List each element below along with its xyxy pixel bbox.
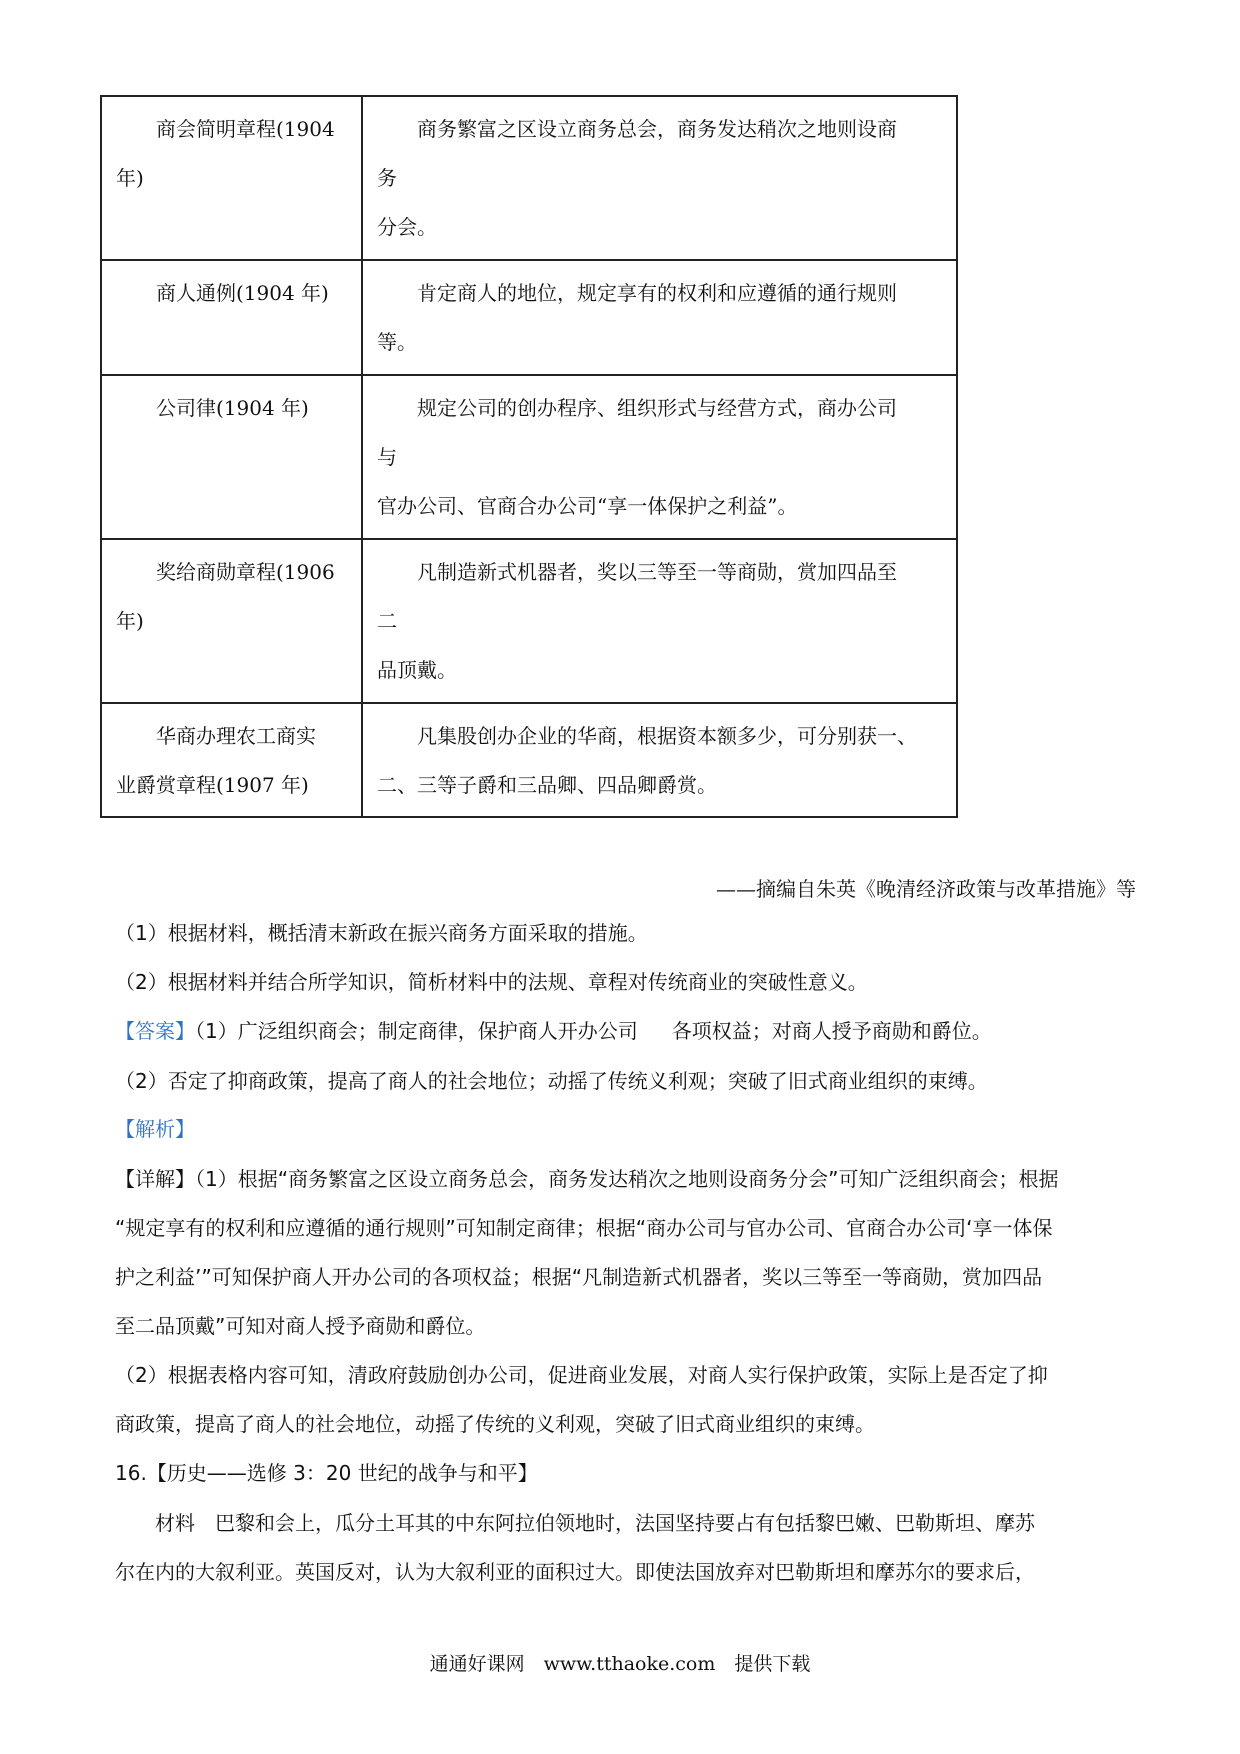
table-cell-desc: 商务繁富之区设立商务总会，商务发达稍次之地则设商 务 分会。 — [362, 96, 957, 260]
detail-line: 商政策，提高了商人的社会地位，动摇了传统的义利观，突破了旧式商业组织的束缚。 — [115, 1412, 875, 1436]
table-cell-name: 商会简明章程(1904 年) — [101, 96, 362, 260]
table-row — [101, 539, 957, 703]
detail-label: 【详解】 — [115, 1167, 195, 1191]
answer-line-2: （2）否定了抑商政策，提高了商人的社会地位；动摇了传统义利观；突破了旧式商业组织的束缚。 — [115, 1069, 988, 1093]
source-citation: ——摘编自朱英《晚清经济政策与改革措施》等 — [716, 877, 1136, 901]
table-row — [101, 703, 957, 817]
material-line: 材料 巴黎和会上，瓜分土耳其的中东阿拉伯领地时，法国坚持要占有包括黎巴嫩、巴勒斯坦、摩苏 — [155, 1511, 1035, 1535]
regulations-table — [100, 95, 958, 818]
table-cell-name: 商人通例(1904 年) — [101, 260, 362, 375]
table-row — [101, 96, 957, 260]
question-2: （2）根据材料并结合所学知识，简析材料中的法规、章程对传统商业的突破性意义。 — [115, 970, 868, 994]
table-cell-name: 奖给商勋章程(1906 年) — [101, 539, 362, 703]
table-cell-desc: 凡制造新式机器者，奖以三等至一等商勋，赏加四品至 二 品顶戴。 — [362, 539, 957, 703]
answer-label: 【答案】 — [115, 1019, 195, 1043]
detail-line: 至二品顶戴”可知对商人授予商勋和爵位。 — [115, 1314, 486, 1338]
table-cell-desc: 凡集股创办企业的华商，根据资本额多少，可分别获一、 二、三等子爵和三品卿、四品卿爵赏。 — [362, 703, 957, 817]
detail-line: 护之利益’”可知保护商人开办公司的各项权益；根据“凡制造新式机器者，奖以三等至一等商勋，赏加四品 — [115, 1265, 1043, 1289]
material-line: 尔在内的大叙利亚。英国反对，认为大叙利亚的面积过大。即使法国放弃对巴勒斯坦和摩苏尔的要求后， — [115, 1560, 1035, 1584]
question-16-title: 16.【历史——选修 3：20 世纪的战争与和平】 — [115, 1461, 538, 1485]
table-cell-desc: 肯定商人的地位，规定享有的权利和应遵循的通行规则 等。 — [362, 260, 957, 375]
answer-line-1: 【答案】（1）广泛组织商会；制定商律，保护商人开办公司 各项权益；对商人授予商勋和爵位。 — [115, 1019, 992, 1043]
table-cell-desc: 规定公司的创办程序、组织形式与经营方式，商办公司 与 官办公司、官商合办公司“享一体保护之利益”。 — [362, 375, 957, 539]
detail-line: （2）根据表格内容可知，清政府鼓励创办公司，促进商业发展，对商人实行保护政策，实际上是否定了抑 — [115, 1363, 1048, 1387]
detail-line: “规定享有的权利和应遵循的通行规则”可知制定商律；根据“商办公司与官办公司、官商合办公司‘享一体保 — [115, 1216, 1053, 1240]
detail-line: 【详解】（1）根据“商务繁富之区设立商务总会，商务发达稍次之地则设商务分会”可知广泛组织商会；根据 — [115, 1167, 1059, 1191]
table-row — [101, 260, 957, 375]
analysis-label: 【解析】 — [115, 1117, 195, 1141]
table-row — [101, 375, 957, 539]
page-footer: 通通好课网 www.tthaoke.com 提供下载 — [429, 1653, 811, 1675]
table-cell-name: 华商办理农工商实 业爵赏章程(1907 年) — [101, 703, 362, 817]
question-1: （1）根据材料，概括清末新政在振兴商务方面采取的措施。 — [115, 921, 648, 945]
table-cell-name: 公司律(1904 年) — [101, 375, 362, 539]
